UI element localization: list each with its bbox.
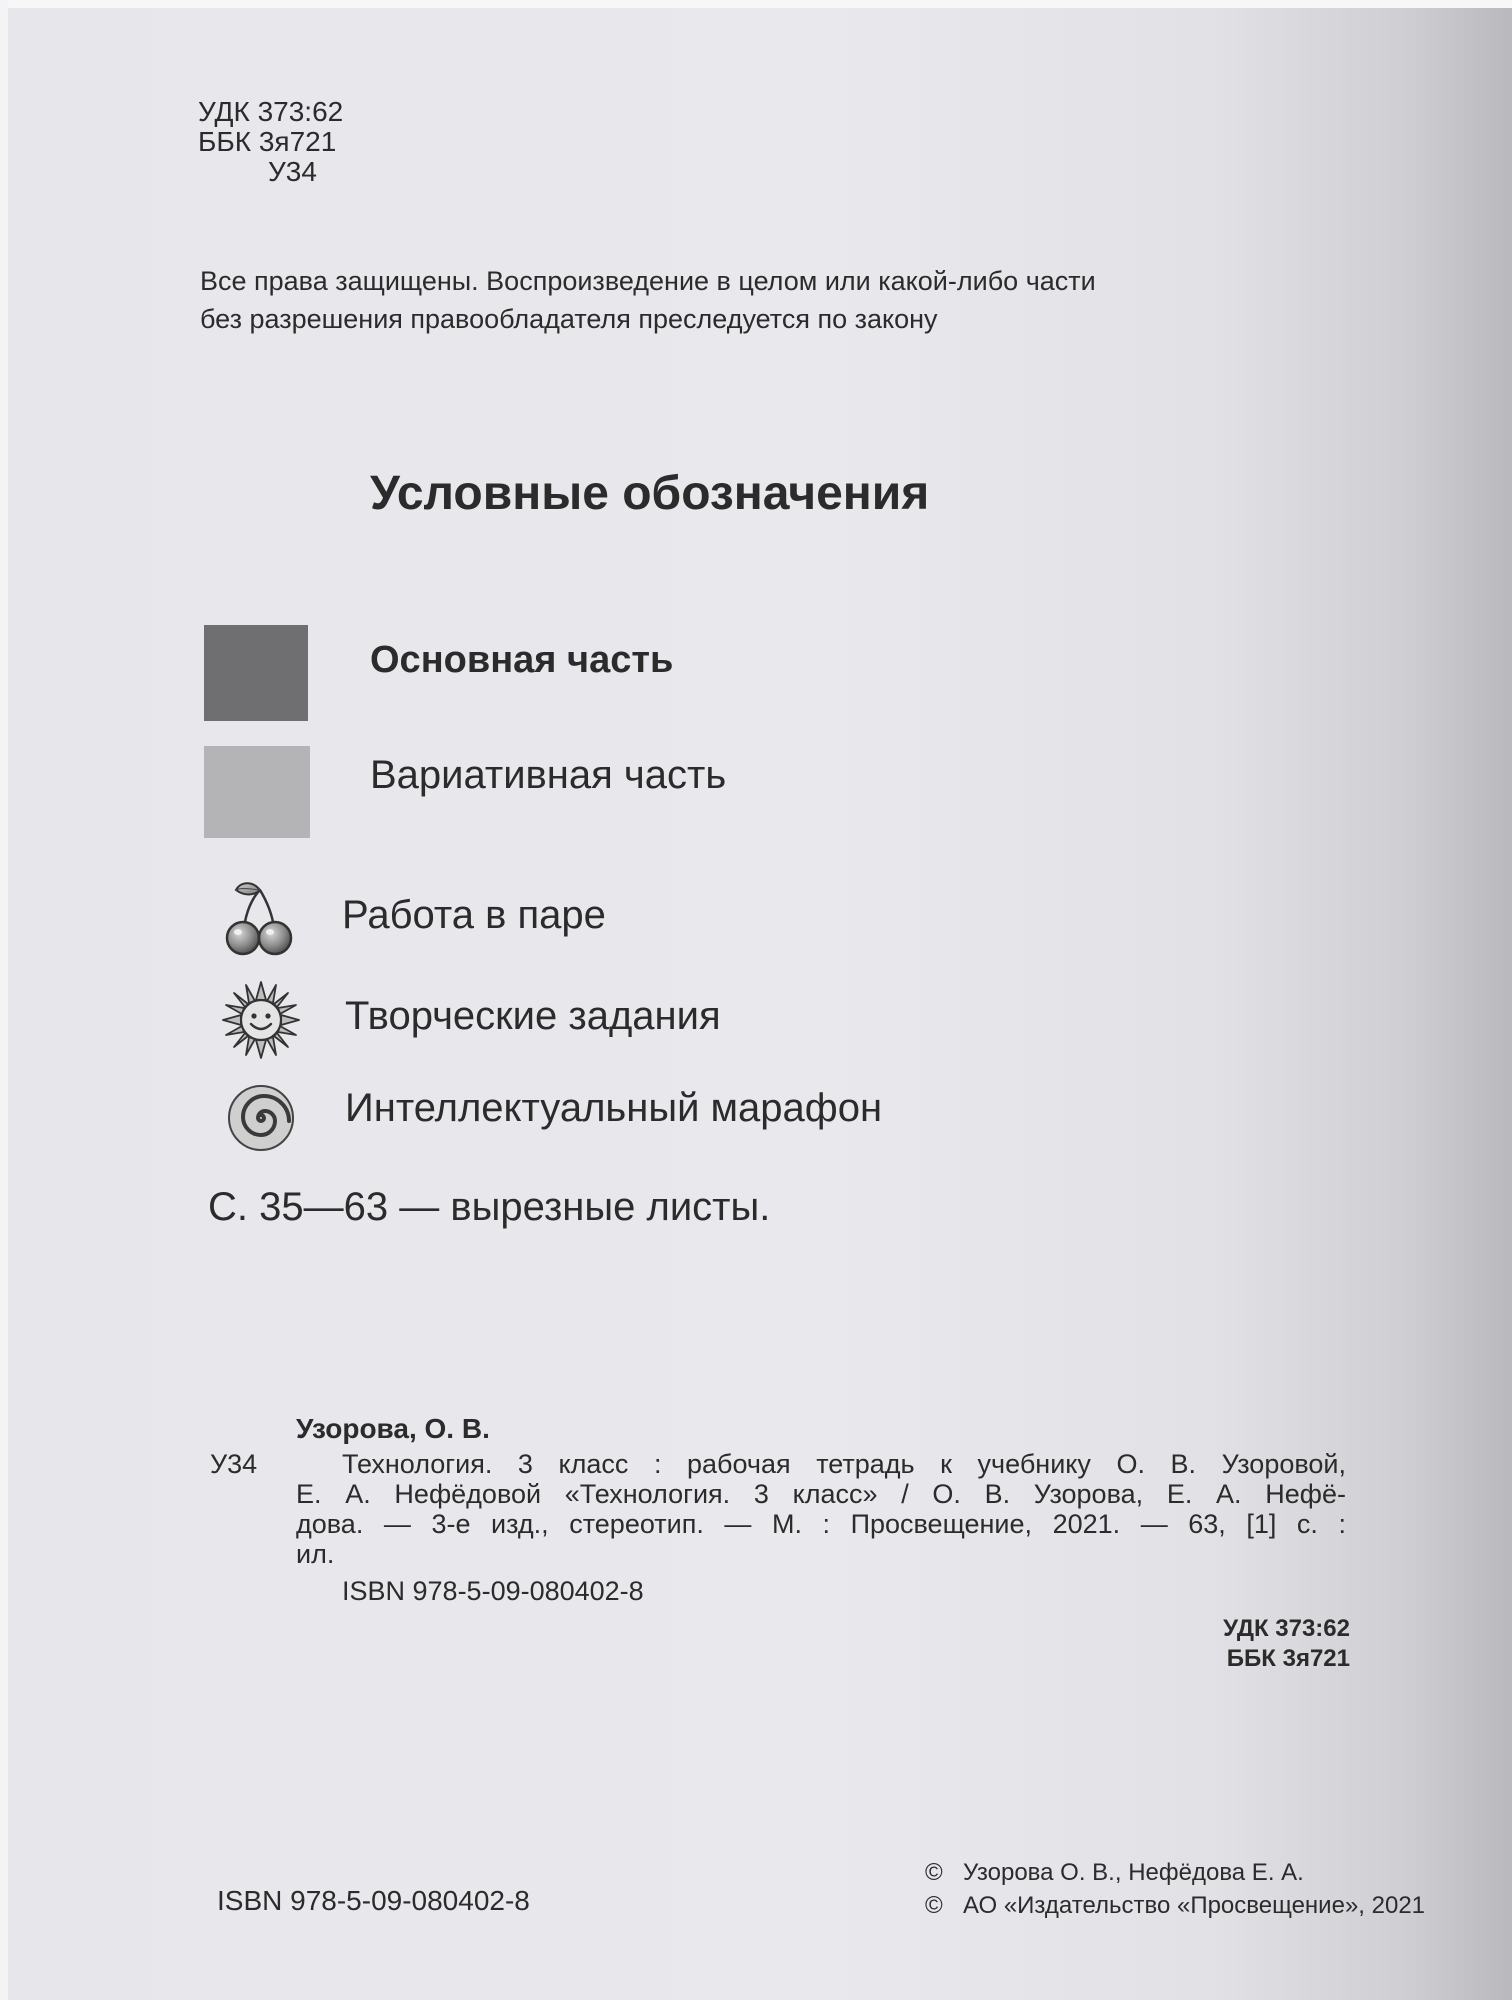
catalog-isbn: ISBN 978-5-09-080402-8 bbox=[342, 1576, 644, 1606]
legend-label-main-part: Основная часть bbox=[370, 639, 674, 681]
bbk-code: ББК 3я721 bbox=[198, 126, 337, 157]
classification-codes bbox=[198, 97, 343, 187]
copyright-block bbox=[925, 1856, 1425, 1922]
main-part-square-icon bbox=[204, 625, 308, 721]
copyright-text: Узорова О. В., Нефёдова Е. А. bbox=[963, 1859, 1304, 1886]
copyright-text: АО «Издательство «Просвещение», 2021 bbox=[963, 1892, 1426, 1919]
spiral-icon bbox=[226, 1084, 296, 1152]
legend-label-variative-part: Вариативная часть bbox=[370, 753, 727, 797]
catalog-author-mark: У34 bbox=[210, 1449, 258, 1479]
rights-notice bbox=[200, 262, 1096, 338]
rights-notice-line: Все права защищены. Воспроизведение в целом или какой-либо части bbox=[200, 266, 1096, 296]
legend-title: Условные обозначения bbox=[370, 467, 930, 520]
scan-edge-top bbox=[0, 0, 1512, 8]
catalog-codes bbox=[1150, 1614, 1350, 1674]
catalog-line: Технология. 3 класс : рабочая тетрадь к учебнику О. В. Узоровой, bbox=[342, 1449, 1346, 1479]
author-mark: У34 bbox=[268, 156, 317, 187]
rights-notice-line: без разрешения правообладателя преследуется по закону bbox=[200, 304, 938, 334]
cut-sheets-note: С. 35—63 — вырезные листы. bbox=[208, 1185, 771, 1229]
catalog-line: дова. — 3-е изд., стереотип. — М. : Просвещение, 2021. — 63, [1] с. : bbox=[296, 1509, 1346, 1539]
catalog-author: Узорова, О. В. bbox=[296, 1413, 490, 1444]
copyright-symbol: © bbox=[925, 1892, 943, 1919]
scan-edge-left bbox=[0, 0, 8, 2000]
legend-label-intellectual-marathon: Интеллектуальный марафон bbox=[345, 1086, 883, 1130]
legend-label-pair-work: Работа в паре bbox=[342, 893, 606, 937]
variative-part-square-icon bbox=[204, 746, 310, 838]
copyright-line bbox=[925, 1889, 1425, 1922]
copyright-symbol: © bbox=[925, 1859, 943, 1886]
legend-label-creative-tasks: Творческие задания bbox=[345, 994, 721, 1038]
catalog-line: ил. bbox=[296, 1539, 335, 1569]
footer-isbn: ISBN 978-5-09-080402-8 bbox=[217, 1885, 530, 1916]
catalog-bbk: ББК 3я721 bbox=[1226, 1645, 1350, 1672]
cherry-icon bbox=[222, 878, 298, 958]
udk-code: УДК 373:62 bbox=[198, 96, 344, 127]
smiling-sun-icon bbox=[221, 980, 301, 1060]
catalog-udk: УДК 373:62 bbox=[1223, 1615, 1350, 1642]
catalog-description bbox=[296, 1449, 1346, 1569]
catalog-line: Е. А. Нефёдовой «Технология. 3 класс» / О. В. Узорова, Е. А. Нефё- bbox=[296, 1479, 1346, 1509]
copyright-line bbox=[925, 1856, 1425, 1889]
